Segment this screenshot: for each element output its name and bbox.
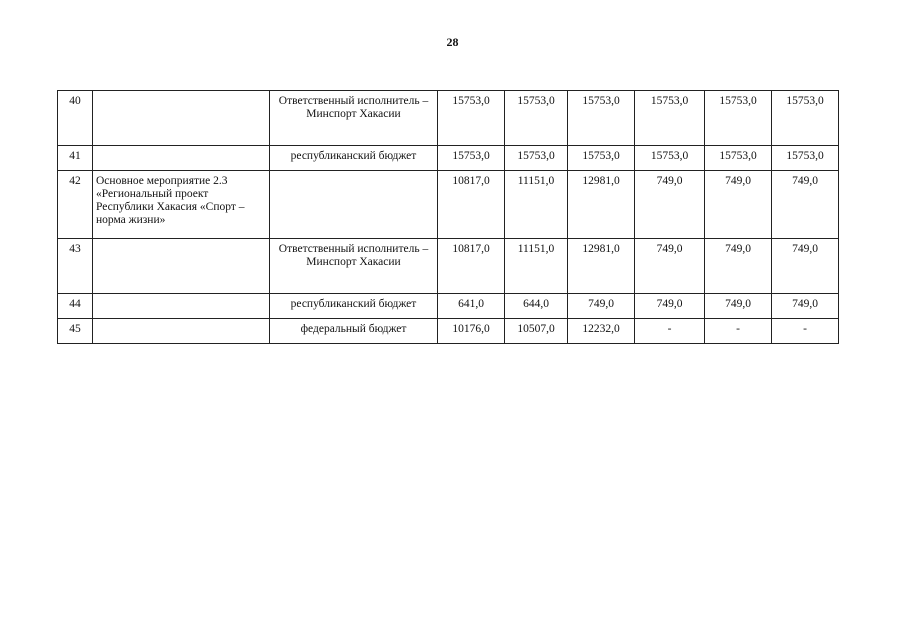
budget-table — [57, 90, 839, 344]
table-row — [58, 146, 839, 171]
funding-source — [270, 171, 438, 239]
year-value: 15753,0 — [705, 91, 772, 146]
year-value: 749,0 — [635, 171, 705, 239]
year-value: 12981,0 — [568, 171, 635, 239]
activity-name — [93, 91, 270, 146]
year-value: 15753,0 — [505, 91, 568, 146]
year-value: 641,0 — [438, 294, 505, 319]
year-value: 11151,0 — [505, 171, 568, 239]
row-number: 45 — [58, 319, 93, 344]
table-row — [58, 239, 839, 294]
table-row — [58, 319, 839, 344]
activity-name — [93, 294, 270, 319]
year-value: 12232,0 — [568, 319, 635, 344]
year-value: 749,0 — [568, 294, 635, 319]
page-number: 28 — [446, 35, 459, 49]
year-value: 10817,0 — [438, 239, 505, 294]
year-value: 12981,0 — [568, 239, 635, 294]
year-value: 749,0 — [635, 239, 705, 294]
year-value: - — [705, 319, 772, 344]
year-value: - — [772, 319, 839, 344]
year-value: 15753,0 — [438, 91, 505, 146]
table-row — [58, 91, 839, 146]
funding-source: республиканский бюджет — [270, 294, 438, 319]
funding-source: Ответственный исполнитель – Минспорт Хакасии — [270, 91, 438, 146]
year-value: 15753,0 — [635, 146, 705, 171]
activity-name — [93, 146, 270, 171]
table-row — [58, 294, 839, 319]
year-value: 15753,0 — [568, 146, 635, 171]
year-value: 15753,0 — [772, 91, 839, 146]
year-value: 749,0 — [772, 171, 839, 239]
year-value: - — [635, 319, 705, 344]
year-value: 749,0 — [705, 239, 772, 294]
funding-source: республиканский бюджет — [270, 146, 438, 171]
row-number: 41 — [58, 146, 93, 171]
year-value: 15753,0 — [635, 91, 705, 146]
row-number: 40 — [58, 91, 93, 146]
year-value: 15753,0 — [772, 146, 839, 171]
budget-table-body — [58, 91, 839, 344]
funding-source: Ответственный исполнитель – Минспорт Хакасии — [270, 239, 438, 294]
year-value: 11151,0 — [505, 239, 568, 294]
row-number: 43 — [58, 239, 93, 294]
year-value: 749,0 — [705, 294, 772, 319]
activity-name: Основное мероприятие 2.3 «Региональный проект Республики Хакасия «Спорт – норма жизни» — [93, 171, 270, 239]
year-value: 10507,0 — [505, 319, 568, 344]
year-value: 10817,0 — [438, 171, 505, 239]
year-value: 15753,0 — [705, 146, 772, 171]
year-value: 10176,0 — [438, 319, 505, 344]
year-value: 15753,0 — [505, 146, 568, 171]
activity-name — [93, 319, 270, 344]
row-number: 44 — [58, 294, 93, 319]
year-value: 15753,0 — [438, 146, 505, 171]
row-number: 42 — [58, 171, 93, 239]
year-value: 749,0 — [772, 239, 839, 294]
activity-name — [93, 239, 270, 294]
funding-source: федеральный бюджет — [270, 319, 438, 344]
year-value: 15753,0 — [568, 91, 635, 146]
year-value: 644,0 — [505, 294, 568, 319]
year-value: 749,0 — [705, 171, 772, 239]
year-value: 749,0 — [772, 294, 839, 319]
table-row — [58, 171, 839, 239]
year-value: 749,0 — [635, 294, 705, 319]
